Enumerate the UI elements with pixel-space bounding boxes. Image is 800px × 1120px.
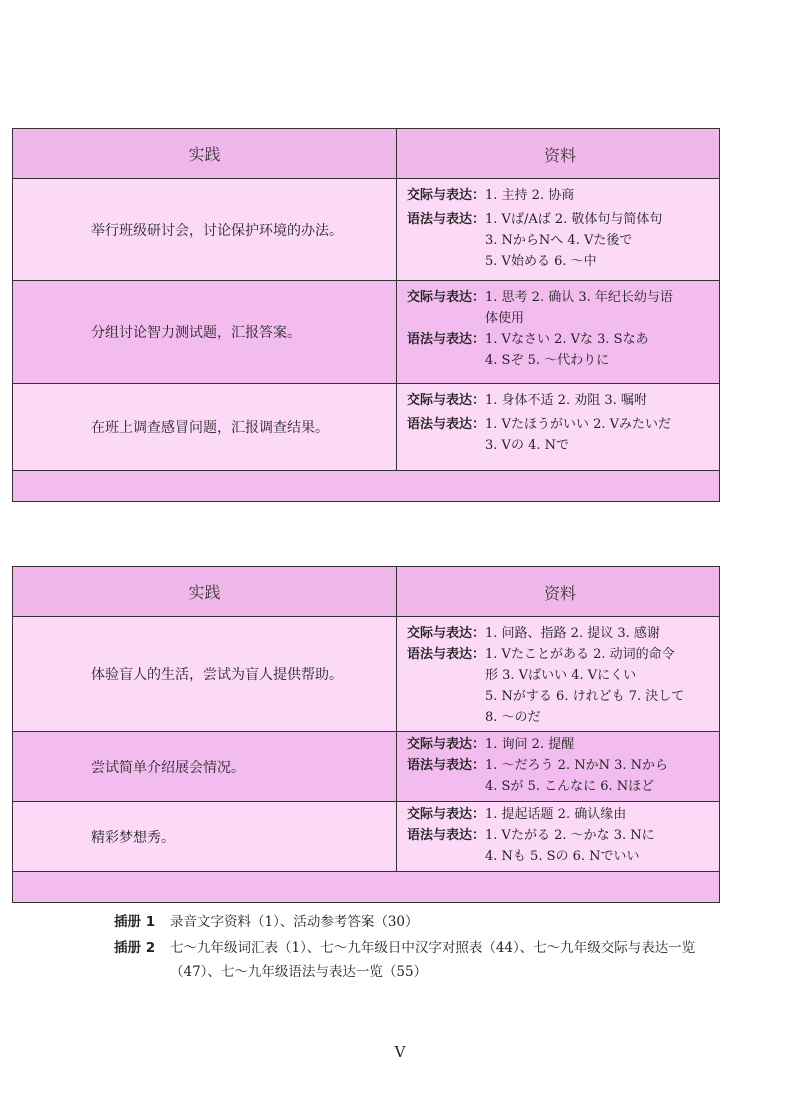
item-line: 8. ～のだ [485,710,541,725]
item-line: 1. 问路、指路 2. 提议 3. 感谢 [485,626,660,641]
practice-text: 体验盲人的生活，尝试为盲人提供帮助。 [91,667,343,683]
header-materials: 资料 [543,146,576,165]
table-row [13,179,719,281]
item-label: 交际与表达： [407,188,486,203]
item-line: 3. NからNへ 4. Vた後で [485,233,633,248]
item-line: 1. 思考 2. 确认 3. 年纪长幼与语 [485,290,673,305]
note-item [114,910,734,934]
item-line: 1. Vたことがある 2. 动词的命令 [485,647,675,662]
item-label: 语法与表达： [407,332,486,347]
note-text: 七～九年级词汇表（1）、七～九年级日中汉字对照表（44）、七～九年级交际与表达一览（47）、七～九年级语法与表达一览（55） [170,940,696,980]
note-text: 录音文字资料（1）、活动参考答案（30） [170,914,419,930]
item-label: 交际与表达： [407,807,486,822]
practice-text: 在班上调查感冒问题，汇报调查结果。 [91,420,329,436]
item-label: 交际与表达： [407,290,486,305]
item-label: 语法与表达： [407,212,486,227]
item-line: 1. 身体不适 2. 劝阻 3. 嘱咐 [485,393,647,408]
note-label: 插册 2 [114,940,156,956]
item-line: 4. Nも 5. Sの 6. Nでいい [485,849,640,864]
item-line: 1. ～だろう 2. NかN 3. Nから [485,758,669,773]
item-line: 1. 主持 2. 协商 [485,188,575,203]
practice-text: 分组讨论智力测试题，汇报答案。 [91,325,301,341]
header-practice: 实践 [13,567,397,616]
practice-text: 尝试简单介绍展会情况。 [91,759,245,776]
table-row [13,802,719,872]
page-number: V [394,1043,406,1061]
item-line: 形 3. Vばいい 4. Vにくい [485,668,637,683]
item-label: 交际与表达： [407,626,486,641]
item-line: 4. Sが 5. こんなに 6. Nほど [485,779,655,794]
item-line: 5. Nがする 6. けれども 7. 決して [485,689,685,704]
supplement-notes [114,910,734,984]
item-label: 交际与表达： [407,393,486,408]
table-row [13,281,719,384]
item-line: 体使用 [485,311,525,326]
table-header [13,567,719,617]
item-label: 语法与表达： [407,828,486,843]
practice-text: 举行班级研讨会，讨论保护环境的办法。 [91,222,343,239]
table-row [13,732,719,802]
table-header [13,129,719,179]
note-label: 插册 1 [114,914,156,930]
header-materials: 资料 [543,584,576,603]
item-line: 4. Sぞ 5. ～代わりに [485,353,610,368]
item-label: 语法与表达： [407,647,486,662]
item-label: 语法与表达： [407,417,486,432]
note-item [114,936,734,984]
item-label: 交际与表达： [407,737,486,752]
table-footer-row [13,471,719,501]
item-line: 1. Vなさい 2. Vな 3. Sなあ [485,332,649,347]
table-row [13,384,719,471]
table-footer-row [13,872,719,902]
practice-table-1 [12,128,720,502]
item-line: 1. Vば/Aば 2. 敬体句与简体句 [485,212,663,227]
practice-table-2 [12,566,720,903]
item-line: 1. Vたがる 2. ～かな 3. Nに [485,828,655,843]
header-practice: 实践 [13,129,397,178]
item-line: 5. V始める 6. ～中 [485,254,597,269]
item-line: 3. Vの 4. Nで [485,438,569,453]
item-label: 语法与表达： [407,758,486,773]
item-line: 1. 询问 2. 提醒 [485,737,575,752]
table-row [13,617,719,732]
item-line: 1. 提起话题 2. 确认缘由 [485,807,627,822]
practice-text: 精彩梦想秀。 [91,829,175,846]
item-line: 1. Vたほうがいい 2. Vみたいだ [485,417,671,432]
